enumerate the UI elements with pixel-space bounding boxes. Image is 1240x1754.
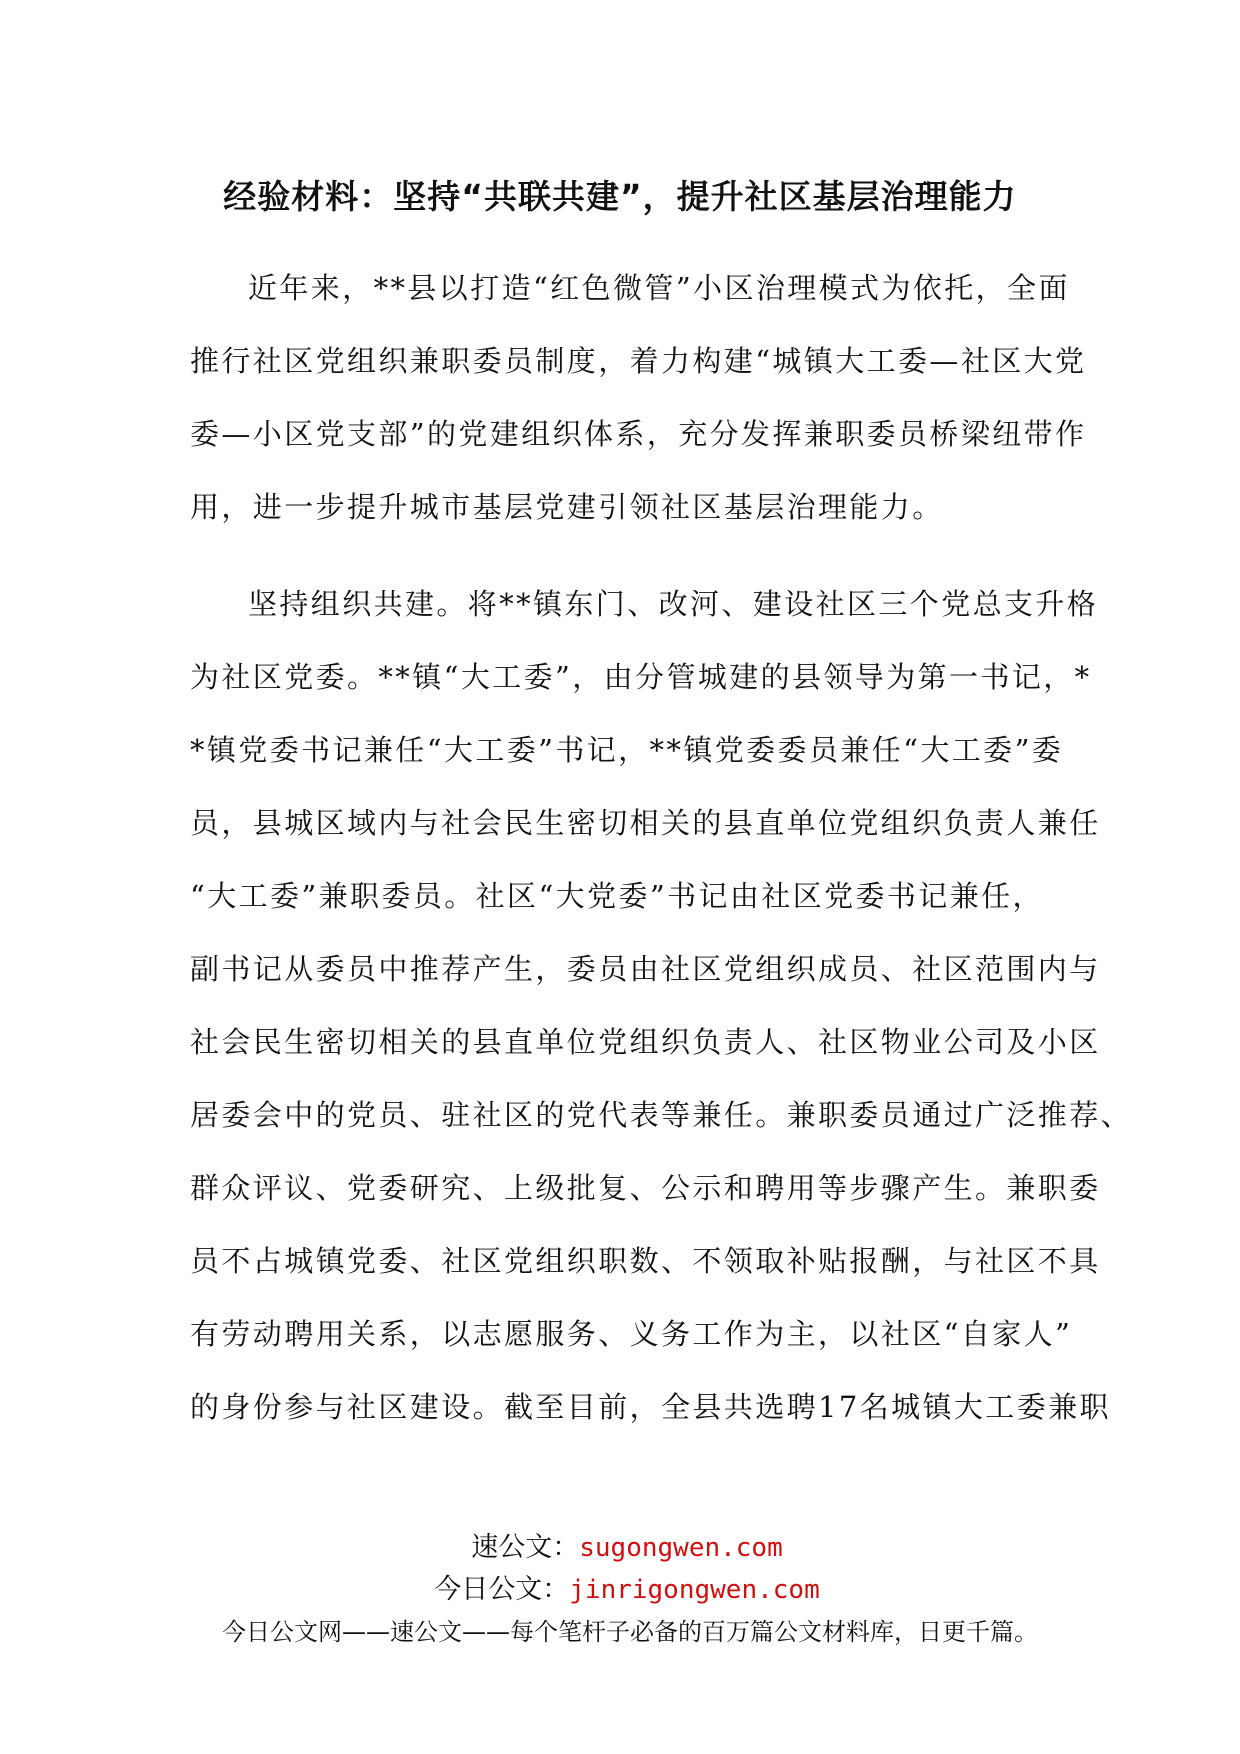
footer-label: 速公文： (471, 1532, 580, 1563)
paragraph-line: 员不占城镇党委、社区党组织职数、不领取补贴报酬，与社区不具 (190, 1244, 1101, 1278)
paragraph-line: “大工委”兼职委员。社区“大党委”书记由社区党委书记兼任， (190, 879, 1044, 913)
paragraph-line: 有劳动聘用关系，以志愿服务、义务工作为主，以社区“自家人” (190, 1317, 1073, 1351)
paragraph-line: 推行社区党组织兼职委员制度，着力构建“城镇大工委—社区大党 (190, 344, 1087, 378)
footer-link-sugongwen[interactable]: sugongwen.com (579, 1533, 783, 1563)
paragraph-line: *镇党委书记兼任“大工委”书记，**镇党委委员兼任“大工委”委 (190, 733, 1064, 767)
paragraph-line: 坚持组织共建。将**镇东门、改河、建设社区三个党总支升格 (248, 587, 1099, 621)
paragraph-line: 副书记从委员中推荐产生，委员由社区党组织成员、社区范围内与 (190, 952, 1101, 986)
footer-link-jinrigongwen[interactable]: jinrigongwen.com (569, 1575, 820, 1605)
paragraph-line: 用，进一步提升城市基层党建引领社区基层治理能力。 (190, 490, 944, 524)
paragraph-line: 社会民生密切相关的县直单位党组织负责人、社区物业公司及小区 (190, 1025, 1101, 1059)
footer-jinrigongwen (0, 1570, 1240, 1610)
footer-label: 今日公文： (434, 1574, 570, 1605)
paragraph-line: 为社区党委。**镇“大工委”，由分管城建的县领导为第一书记，* (190, 660, 1092, 694)
paragraph-line: 近年来，**县以打造“红色微管”小区治理模式为依托，全面 (248, 271, 1070, 305)
footer-slogan: 今日公文网——速公文——每个笔杆子必备的百万篇公文材料库，日更千篇。 (222, 1618, 1038, 1646)
paragraph-line: 群众评议、党委研究、上级批复、公示和聘用等步骤产生。兼职委 (190, 1171, 1101, 1205)
paragraph-line: 的身份参与社区建设。截至目前，全县共选聘17名城镇大工委兼职 (190, 1390, 1111, 1424)
paragraph-line: 委—小区党支部”的党建组织体系，充分发挥兼职委员桥梁纽带作 (190, 417, 1087, 451)
paragraph-1 (190, 252, 1087, 544)
paragraph-line: 居委会中的党员、驻社区的党代表等兼任。兼职委员通过广泛推荐、 (190, 1098, 1133, 1132)
footer-sugongwen (0, 1528, 1240, 1568)
paragraph-line: 员，县城区域内与社会民生密切相关的县直单位党组织负责人兼任 (190, 806, 1101, 840)
paragraph-2 (190, 568, 1133, 1444)
document-title: 经验材料：坚持“共联共建”，提升社区基层治理能力 (223, 177, 1017, 216)
